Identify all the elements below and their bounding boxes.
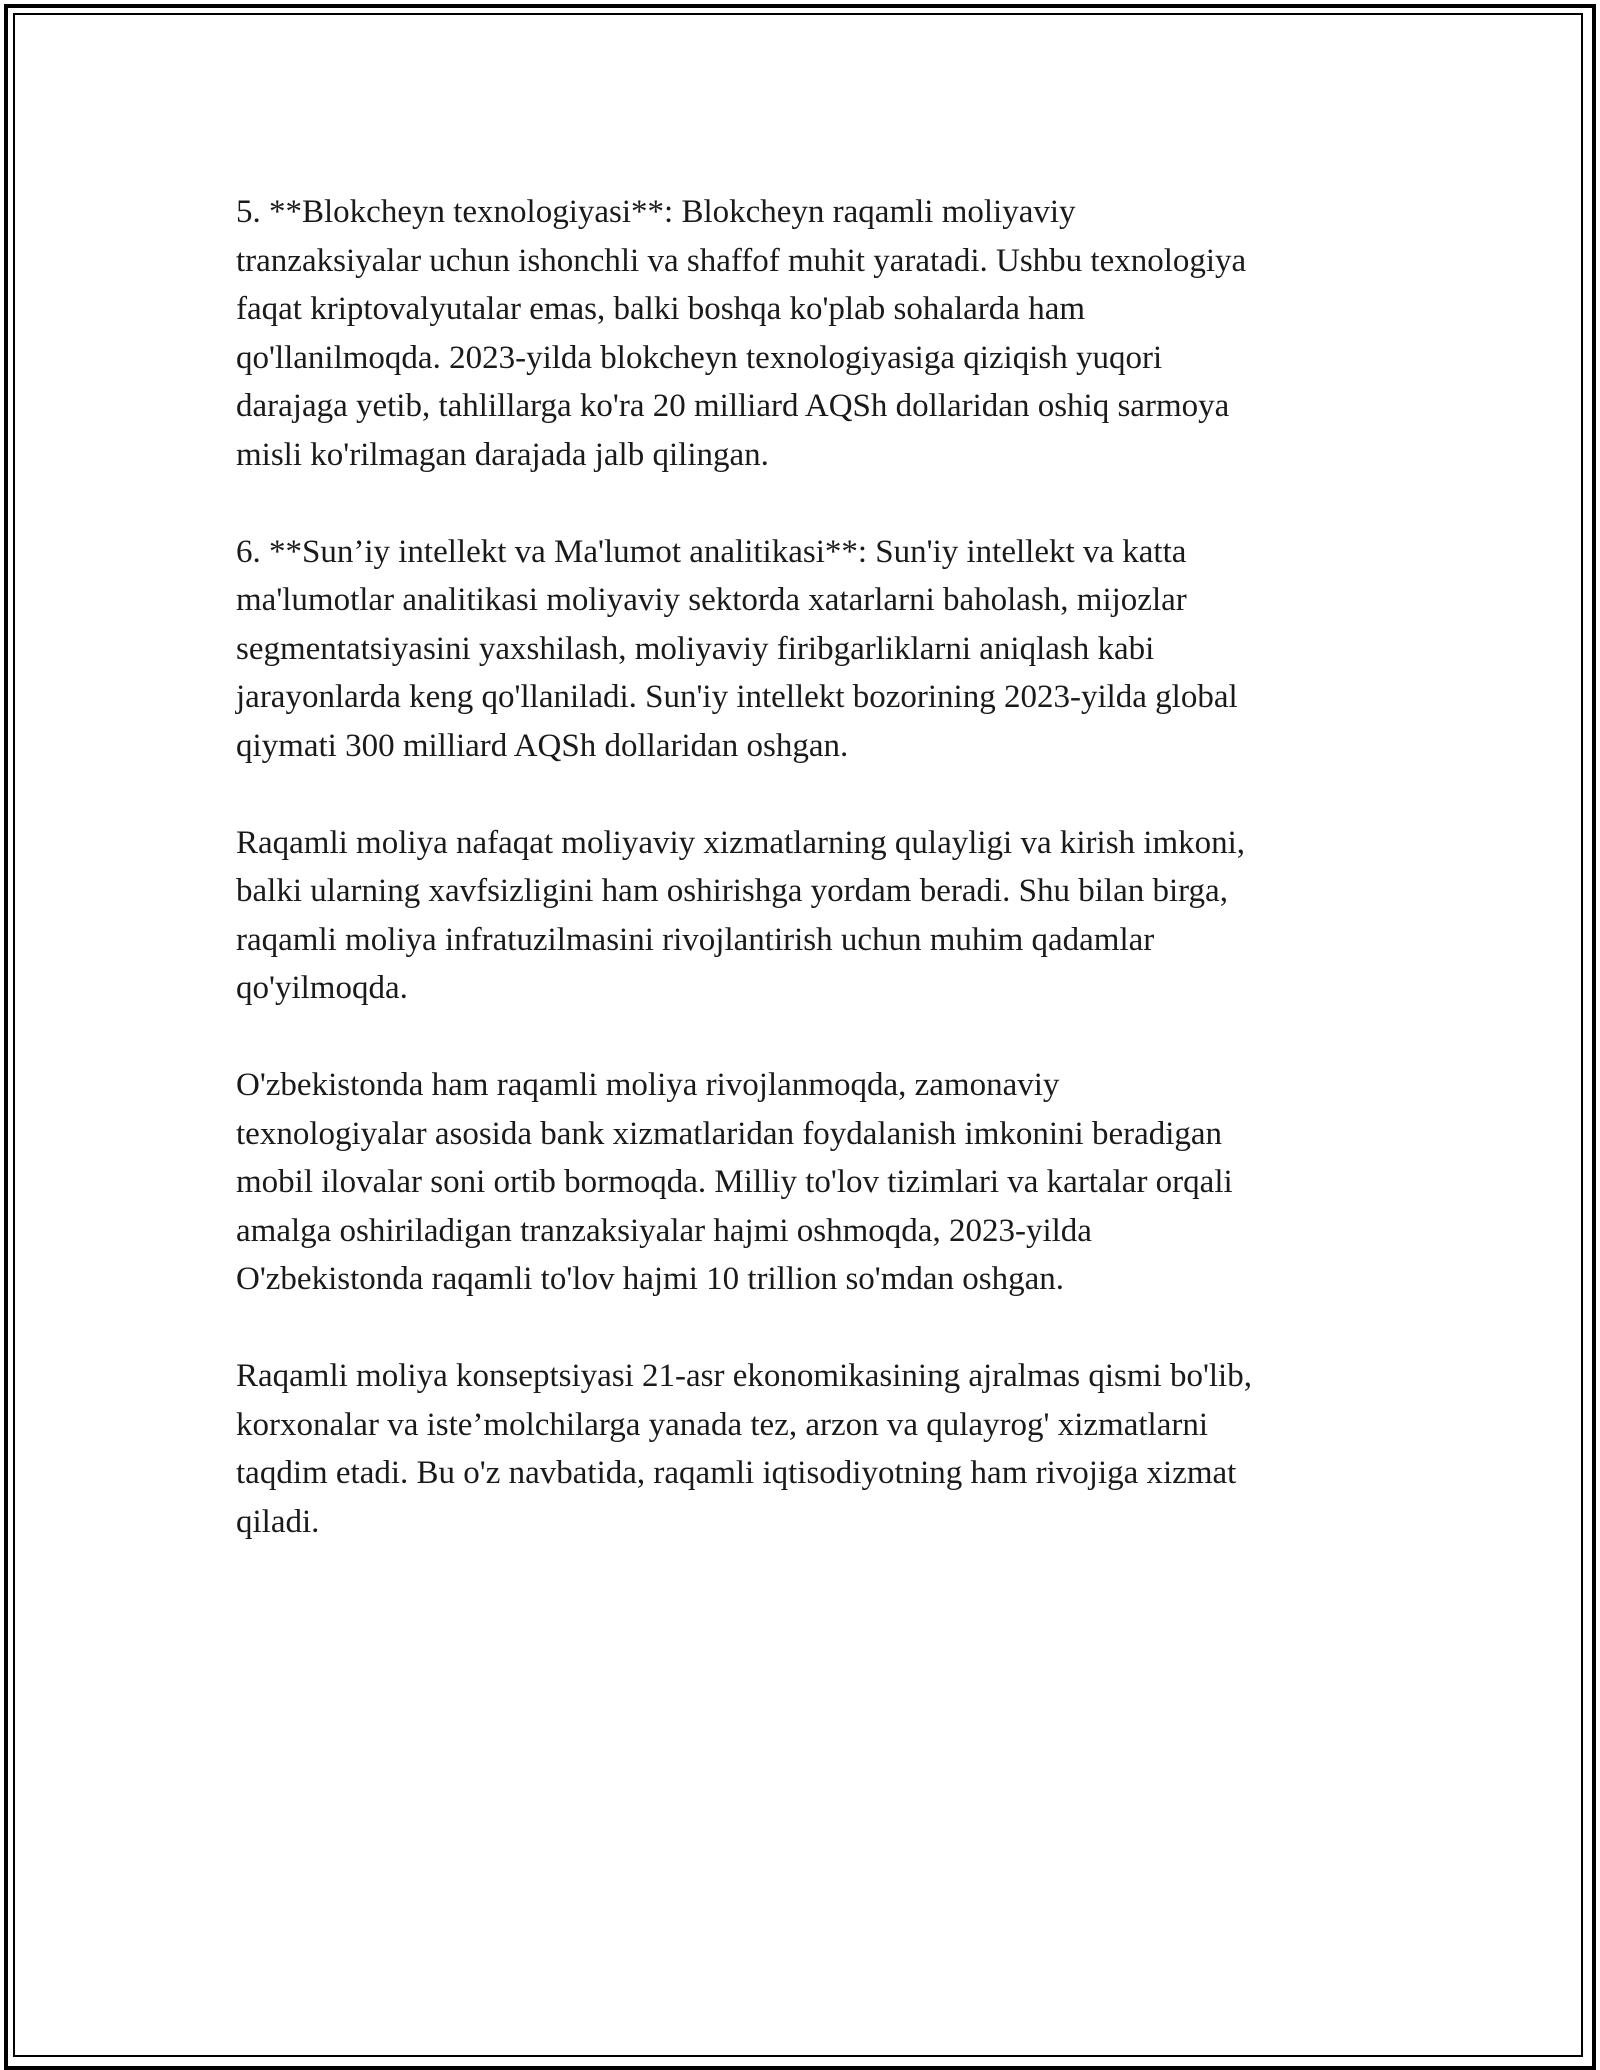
document-body xyxy=(236,188,1376,1595)
paragraph-uzbekistan: O'zbekistonda ham raqamli moliya rivojlanmoqda, zamonaviy texnologiyalar asosida bank xizmatlaridan foydalanish imkonini beradigan mobil ilovalar soni ortib bormoqda. Milliy to'lov tizimlari va kartalar orqali amalga oshiriladigan tranzaksiyalar hajmi oshmoqda, 2023-yilda O'zbekistonda raqamli to'lov hajmi 10 trillion so'mdan oshgan. xyxy=(236,1067,1233,1297)
paragraph-digital-finance-benefits: Raqamli moliya nafaqat moliyaviy xizmatlarning qulayligi va kirish imkoni, balki ularning xavfsizligini ham oshirishga yordam beradi. Shu bilan birga, raqamli moliya infratuzilmasini rivojlantirish uchun muhim qadamlar qo'yilmoqda. xyxy=(236,824,1246,1006)
paragraph-conclusion: Raqamli moliya konseptsiyasi 21-asr ekonomikasining ajralmas qismi bo'lib, korxonalar va iste’molchilarga yanada tez, arzon va qulayrog' xizmatlarni taqdim etadi. Bu o'z navbatida, raqamli iqtisodiyotning ham rivojiga xizmat qiladi. xyxy=(236,1358,1252,1540)
paragraph-ai-analytics: 6. **Sun’iy intellekt va Ma'lumot analitikasi**: Sun'iy intellekt va katta ma'lumotlar analitikasi moliyaviy sektorda xatarlarni baholash, mijozlar segmentatsiyasini yaxshilash, moliyaviy firibgarliklarni aniqlash kabi jarayonlarda keng qo'llaniladi. Sun'iy intellekt bozorining 2023-yilda global qiymati 300 milliard AQSh dollaridan oshgan. xyxy=(236,533,1238,764)
paragraph-blockchain: 5. **Blokcheyn texnologiyasi**: Blokcheyn raqamli moliyaviy tranzaksiyalar uchun ishonchli va shaffof muhit yaratadi. Ushbu texnologiya faqat kriptovalyutalar emas, balki boshqa ko'plab sohalarda ham qo'llanilmoqda. 2023-yilda blokcheyn texnologiyasiga qiziqish yuqori darajaga yetib, tahlillarga ko'ra 20 milliard AQSh dollaridan oshiq sarmoya misli ko'rilmagan darajada jalb qilingan. xyxy=(236,194,1247,473)
